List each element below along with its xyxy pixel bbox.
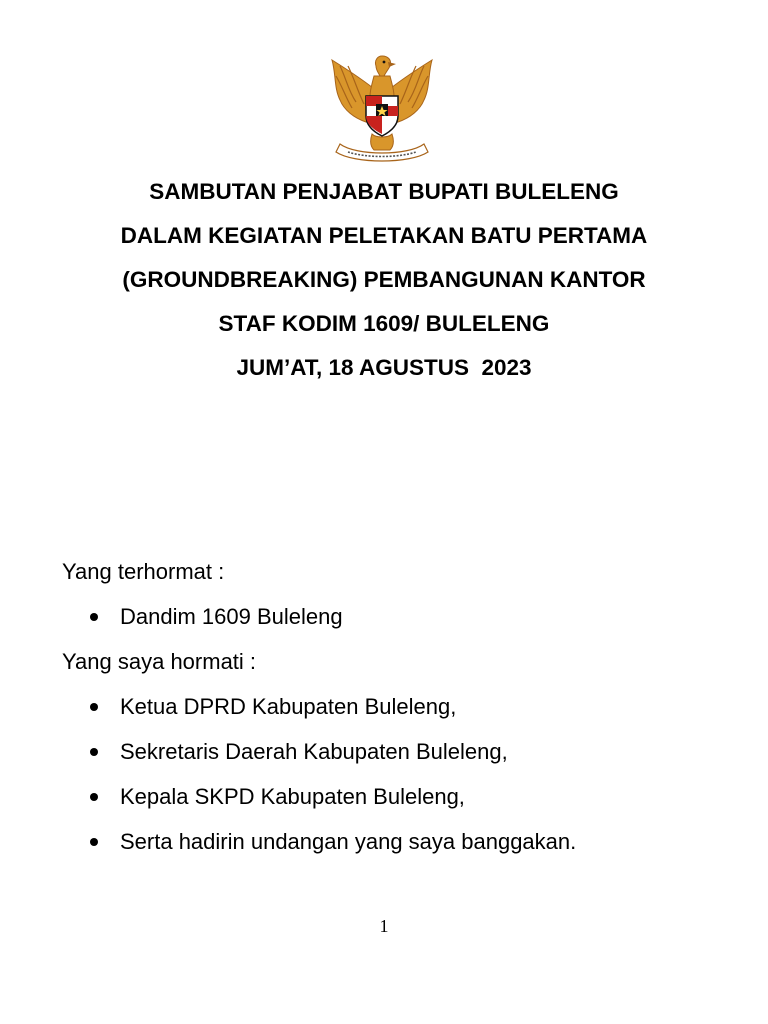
honored-list	[62, 684, 742, 864]
page-number: 1	[379, 916, 389, 936]
respected-label: Yang terhormat :	[62, 559, 225, 584]
garuda-emblem-icon	[326, 52, 438, 164]
bullet-icon	[90, 748, 98, 756]
title-line: SAMBUTAN PENJABAT BUPATI BULELENG	[149, 179, 619, 204]
bullet-icon	[90, 838, 98, 846]
title-line: (GROUNDBREAKING) PEMBANGUNAN KANTOR	[122, 267, 646, 292]
title-line: DALAM KEGIATAN PELETAKAN BATU PERTAMA	[120, 223, 648, 248]
list-item-text: Dandim 1609 Buleleng	[120, 604, 343, 629]
list-item-text: Sekretaris Daerah Kabupaten Buleleng,	[120, 739, 508, 764]
list-item-text: Serta hadirin undangan yang saya banggakan.	[120, 829, 577, 854]
list-item-text: Ketua DPRD Kabupaten Buleleng,	[120, 694, 457, 719]
bullet-icon	[90, 793, 98, 801]
list-item	[62, 774, 742, 819]
document-title	[0, 170, 768, 390]
title-line: STAF KODIM 1609/ BULELENG	[218, 311, 550, 336]
list-item	[62, 594, 742, 639]
respected-list	[62, 594, 742, 639]
honored-label: Yang saya hormati :	[62, 649, 257, 674]
list-item	[62, 684, 742, 729]
salutation-section	[62, 549, 742, 864]
bullet-icon	[90, 613, 98, 621]
title-line: JUM’AT, 18 AGUSTUS 2023	[236, 355, 532, 380]
bullet-icon	[90, 703, 98, 711]
list-item-text: Kepala SKPD Kabupaten Buleleng,	[120, 784, 465, 809]
list-item	[62, 729, 742, 774]
garuda-emblem	[326, 52, 438, 164]
list-item	[62, 819, 742, 864]
